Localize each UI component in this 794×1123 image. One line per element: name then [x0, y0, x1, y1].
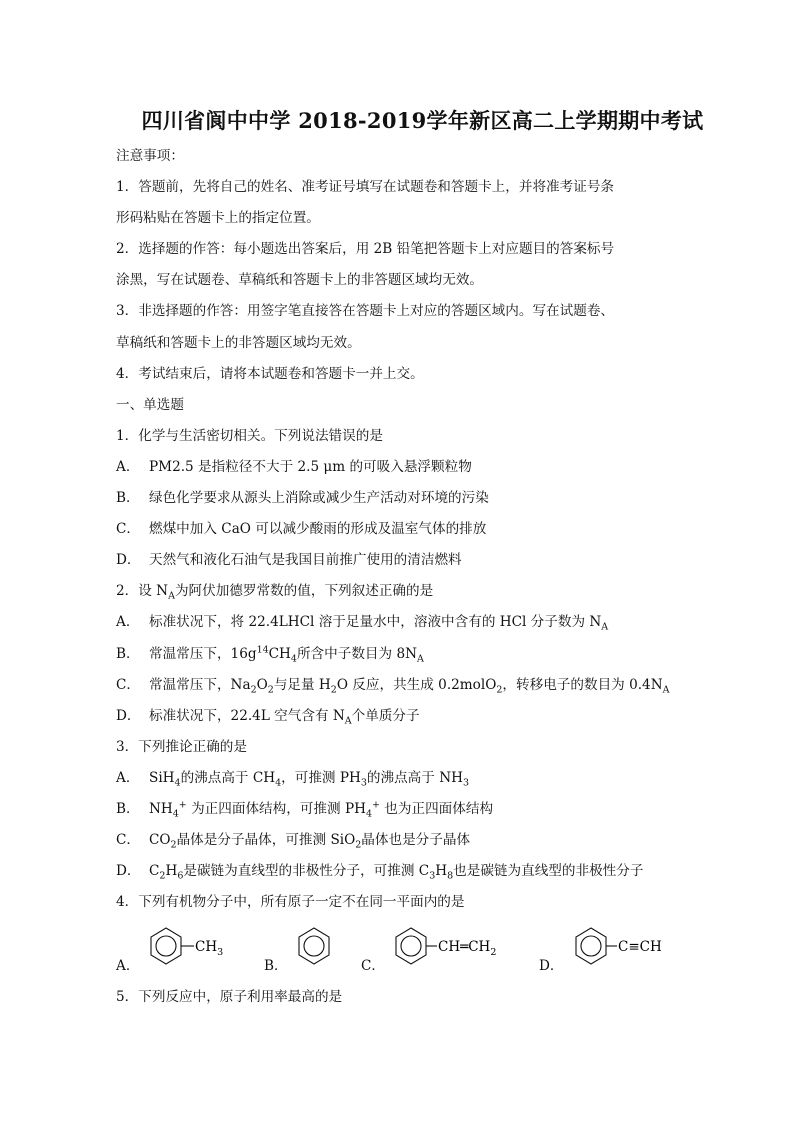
q1-option-d: [116, 545, 684, 576]
q3-option-d: D． $C_2H_6$是碳链为直线型的非极性分子，可推测 $C_3H_8$也是碳链为直线型的非极性分子: [116, 863, 644, 882]
phenylacetylene-structure: [571, 924, 681, 968]
svg-text:C≡CH: C≡CH: [618, 939, 662, 956]
option-label: A．: [116, 958, 140, 975]
svg-text:CH═CH2: $CH═CH_2$: [438, 939, 497, 959]
q2-option-b: B． 常温常压下，$16g^{14}CH_4$所含中子数目为 $8N_A$: [116, 643, 424, 665]
option-text: 燃煤中加入 CaO 可以减少酸雨的形成及温室气体的排放: [149, 521, 487, 538]
q3-option-b: B． $NH_4^+$ 为正四面体结构，可推测 $PH_4^+$ 也为正四面体结构: [116, 799, 494, 820]
option-text: PM2.5 是指粒径不大于 2.5 μm 的可吸入悬浮颗粒物: [149, 458, 472, 475]
option-text: 绿色化学要求从源头上消除或减少生产活动对环境的污染: [149, 490, 489, 507]
option-label: A．: [116, 458, 140, 475]
question-3-stem: 3．下列推论正确的是: [116, 738, 247, 755]
q1-option-a: [116, 452, 684, 483]
notice-line: 2．选择题的作答：每小题选出答案后，用 2B 铅笔把答题卡上对应题目的答案标号: [116, 241, 615, 258]
option-label: C．: [361, 958, 385, 975]
q4-structure-options: [116, 918, 684, 982]
notice-line: 3．非选择题的作答：用签字笔直接答在答题卡上对应的答题区域内。写在试题卷、: [116, 303, 615, 320]
notice-line: 1．答题前，先将自己的姓名、准考证号填写在试题卷和答题卡上，并将准考证号条: [116, 179, 615, 196]
q3-option-a: A． SiH$_4$的沸点高于 $CH_4$，可推测 $PH_3$的沸点高于 $NH_3$: [116, 769, 469, 789]
q3-option-c: C． $CO_2$晶体是分子晶体，可推测 SiO$_2$晶体也是分子晶体: [116, 832, 471, 851]
option-label: D．: [116, 552, 141, 569]
page-title: 四川省阆中中学 2018-2019学年新区高二上学期期中考试: [141, 108, 704, 133]
notice-line: 4．考试结束后，请将本试题卷和答题卡一并上交。: [116, 365, 424, 382]
q4-option-d: [539, 918, 689, 978]
q1-option-b: [116, 483, 684, 514]
q2-option-a: A． 标准状况下，将 22.4LHCl 溶于足量水中，溶液中含有的 HCl 分子数为 $N_A$: [116, 614, 609, 634]
option-label: B．: [116, 490, 140, 507]
q4-option-a: [116, 918, 246, 978]
svg-text:CH3: $CH_3$: [195, 939, 224, 959]
option-label: C．: [116, 521, 140, 538]
benzene-structure: [294, 924, 338, 968]
option-label: B．: [264, 958, 288, 975]
question-4-stem: 4．下列有机物分子中，所有原子一定不在同一平面内的是: [116, 894, 465, 911]
option-label: D．: [539, 958, 564, 975]
notice-line: 草稿纸和答题卡上的非答题区域均无效。: [116, 334, 361, 351]
toluene-structure: [146, 924, 266, 968]
section-heading: 一、单选题: [116, 396, 184, 413]
q4-option-c: [361, 918, 521, 978]
q2-option-d: D． 标准状况下，22.4L 空气含有 $N_A$个单质分子: [116, 707, 420, 727]
question-1-stem: 1．化学与生活密切相关。下列说法错误的是: [116, 427, 383, 444]
question-5-stem: 5．下列反应中，原子利用率最高的是: [116, 989, 343, 1006]
notice-heading: 注意事项：: [116, 148, 184, 164]
notice-line: 形码粘贴在答题卡上的指定位置。: [116, 210, 320, 227]
notice-line: 涂黑，写在试题卷、草稿纸和答题卡上的非答题区域均无效。: [116, 272, 484, 289]
q1-option-c: [116, 514, 684, 545]
q4-option-b: [264, 918, 354, 978]
q2-option-c: C． 常温常压下，$Na_2O_2$与足量 $H_2O$ 反应，共生成 0.2molO$_2$，转移电子的数目为 $0.4N_A$: [116, 676, 670, 696]
styrene-structure: [391, 924, 531, 968]
question-2-stem: 2．设 $N_A$为阿伏加德罗常数的值，下列叙述正确的是: [116, 583, 434, 603]
option-text: 天然气和液化石油气是我国目前推广使用的清洁燃料: [149, 552, 462, 569]
